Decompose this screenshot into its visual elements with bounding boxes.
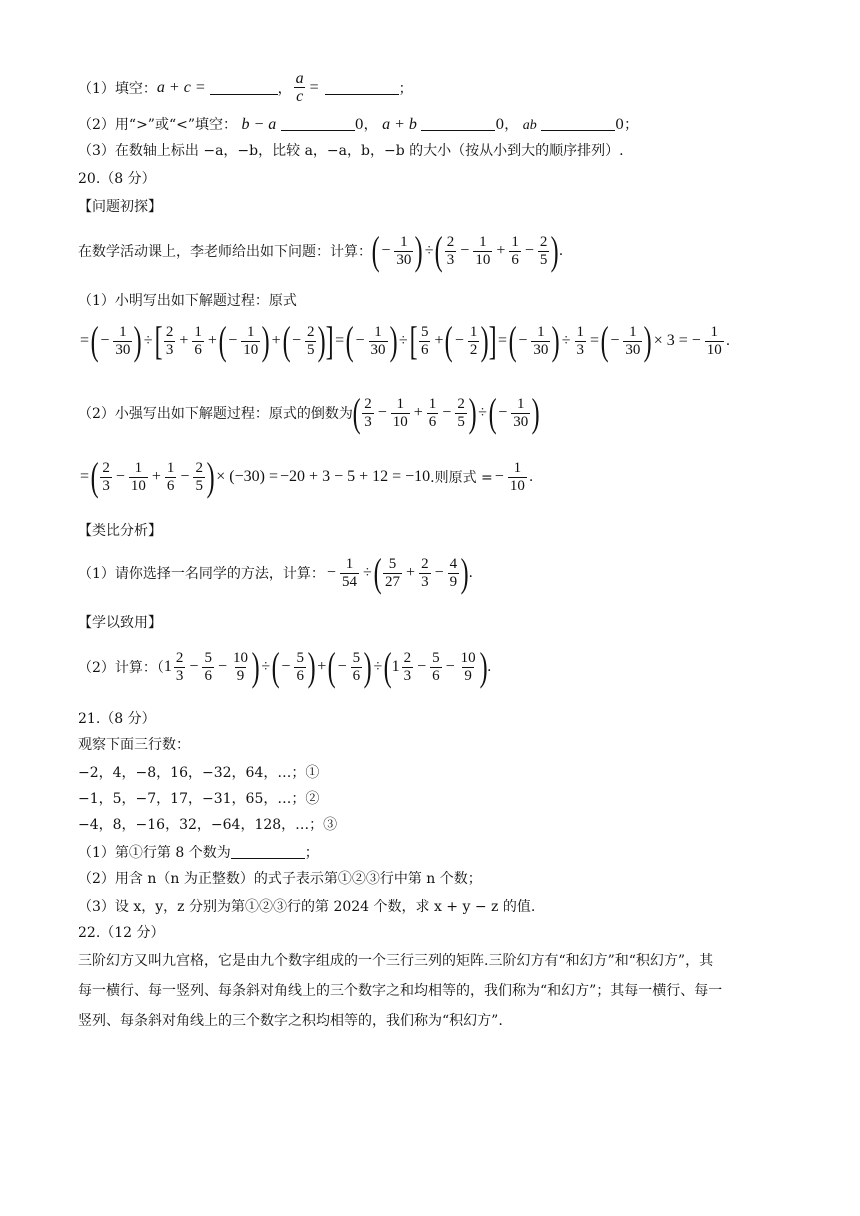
section-problem-explore: 【问题初探】 — [78, 199, 162, 215]
q19-sub2-line — [78, 116, 638, 135]
q20-q1-text: （1）请你选择一名同学的方法，计算： — [78, 566, 325, 582]
q19-sub1-end: ； — [398, 80, 413, 97]
answer-blank[interactable] — [541, 116, 615, 131]
q22-line1: 三阶幻方又叫九宫格，它是由九个数字组成的一个三行三列的矩阵.三阶幻方有“和幻方”和“积幻方”，其 — [78, 953, 714, 969]
q20-q1-line: （1）请你选择一名同学的方法，计算： − $\frac{1}{54}$ ÷ ( $\frac{5}{27}$ + $\frac{2}{3}$ − $\frac{4}{9}$ ) . — [78, 550, 473, 595]
q21-row2: −1，5，−7，17，−31，65，…；② — [78, 791, 320, 807]
answer-blank[interactable] — [231, 844, 305, 859]
answer-blank[interactable] — [421, 116, 495, 131]
q21-sub2: （2）用含 n（n 为正整数）的式子表示第①②③行中第 n 个数； — [78, 871, 482, 887]
expr-b-minus-a: b − a — [241, 116, 277, 133]
expr-a-plus-b: a + b — [382, 116, 417, 133]
xiaoming-solution: = ( − $\frac{1}{30}$ ) ÷ [ $\frac{2}{3}$ + $\frac{1}{6}$ + ( − $\frac{1}{10}$ ) + ( − $\frac{2}{5}$ ) ] = ( − $\frac{1}{30}$ ) ÷ [ $\frac{5}{6}$ + ( − $\frac{1}{2}$ ) ] = ( − $\frac{1}{30}$ ) ÷ $\frac{1}{3}$ = ( − $\frac{1}{30}$ ) × 3 = − $\frac{1}{10}$ . — [80, 318, 731, 363]
q19-sub1-label: （1）填空： — [78, 80, 157, 97]
q22-line2: 每一横行、每一竖列、每条斜对角线上的三个数字之和均相等的，我们称为“和幻方”；其每一横行、每一 — [78, 983, 723, 999]
q20-q2-line: （2）计算：（ 1 $\frac{2}{3}$ − $\frac{5}{6}$ − $\frac{10}{9}$ ) ÷ ( − $\frac{5}{6}$ ) + ( − $\frac{5}{6}$ ) ÷ ( 1 $\frac{2}{3}$ − $\frac{5}{6}$ − $\frac{10}{9}$ ) . — [78, 644, 492, 689]
q21-sub1-end: ； — [304, 845, 319, 861]
q20-header: 20.（8 分） — [78, 171, 156, 187]
q20-intro-line: 在数学活动课上，李老师给出如下问题：计算： ( − $\frac{1}{30}$ ) ÷ ( $\frac{2}{3}$ − $\frac{1}{10}$ + $\frac{1}{6}$ − $\frac{2}{5}$ ) . — [78, 228, 564, 273]
q19-sub1-line — [78, 70, 413, 105]
xiaoqiang-reciprocal-line: （2）小强写出如下解题过程：原式的倒数为 ( $\frac{2}{3}$ − $\frac{1}{10}$ + $\frac{1}{6}$ − $\frac{2}{5}$ ) ÷ ( − $\frac{1}{30}$ ) — [78, 390, 540, 435]
answer-blank[interactable] — [210, 80, 278, 95]
q22-line3: 竖列、每条斜对角线上的三个数字之积均相等的，我们称为“积幻方”. — [78, 1013, 503, 1029]
q19-sub2-label: （2）用“>”或“<”填空： — [78, 117, 237, 133]
q20-part1-label: （1）小明写出如下解题过程：原式 — [78, 293, 297, 309]
q20-q2-text: （2）计算：（ — [78, 660, 164, 676]
fraction-a-over-c: $\frac{a}{c}$ — [295, 70, 304, 105]
q21-sub3: （3）设 x，y，z 分别为第①②③行的第 2024 个数，求 x + y − z 的值. — [78, 899, 536, 915]
zero-label: 0， — [354, 117, 378, 133]
q19-sub3-line: （3）在数轴上标出 −a，−b，比较 a，−a，b，−b 的大小（按从小到大的顺序排列）. — [78, 143, 624, 159]
zero-label: 0， — [495, 117, 519, 133]
q19-sub1-expr1: a + c = — [156, 78, 206, 96]
answer-blank[interactable] — [281, 116, 355, 131]
q19-sub1-comma: ， — [277, 80, 292, 97]
expr-ab: ab — [522, 118, 537, 133]
q21-sub1: （1）第①行第 8 个数为 — [78, 845, 231, 861]
q20-intro: 在数学活动课上，李老师给出如下问题：计算： — [78, 244, 372, 260]
q21-header: 21.（8 分） — [78, 711, 156, 727]
q22-header: 22.（12 分） — [78, 925, 165, 941]
answer-blank[interactable] — [325, 80, 399, 95]
xiaoqiang-solution: = ( $\frac{2}{3}$ − $\frac{1}{10}$ + $\frac{1}{6}$ − $\frac{2}{5}$ ) × (−30) = −20 + 3 − 5 + 12 = −10 .则原式 = − $\frac{1}{10}$ . — [80, 454, 534, 499]
section-analogy: 【类比分析】 — [78, 523, 162, 539]
q20-part2-label: （2）小强写出如下解题过程：原式的倒数为 — [78, 406, 353, 422]
q21-row1: −2，4，−8，16，−32，64，…；① — [78, 765, 320, 781]
section-application: 【学以致用】 — [78, 615, 162, 631]
equals-sign: = — [309, 78, 319, 96]
q21-row3: −4，8，−16，32，−64，128，…；③ — [78, 817, 338, 833]
zero-label: 0； — [615, 117, 639, 133]
q21-intro: 观察下面三行数： — [78, 737, 190, 753]
q21-sub1-line — [78, 844, 319, 862]
